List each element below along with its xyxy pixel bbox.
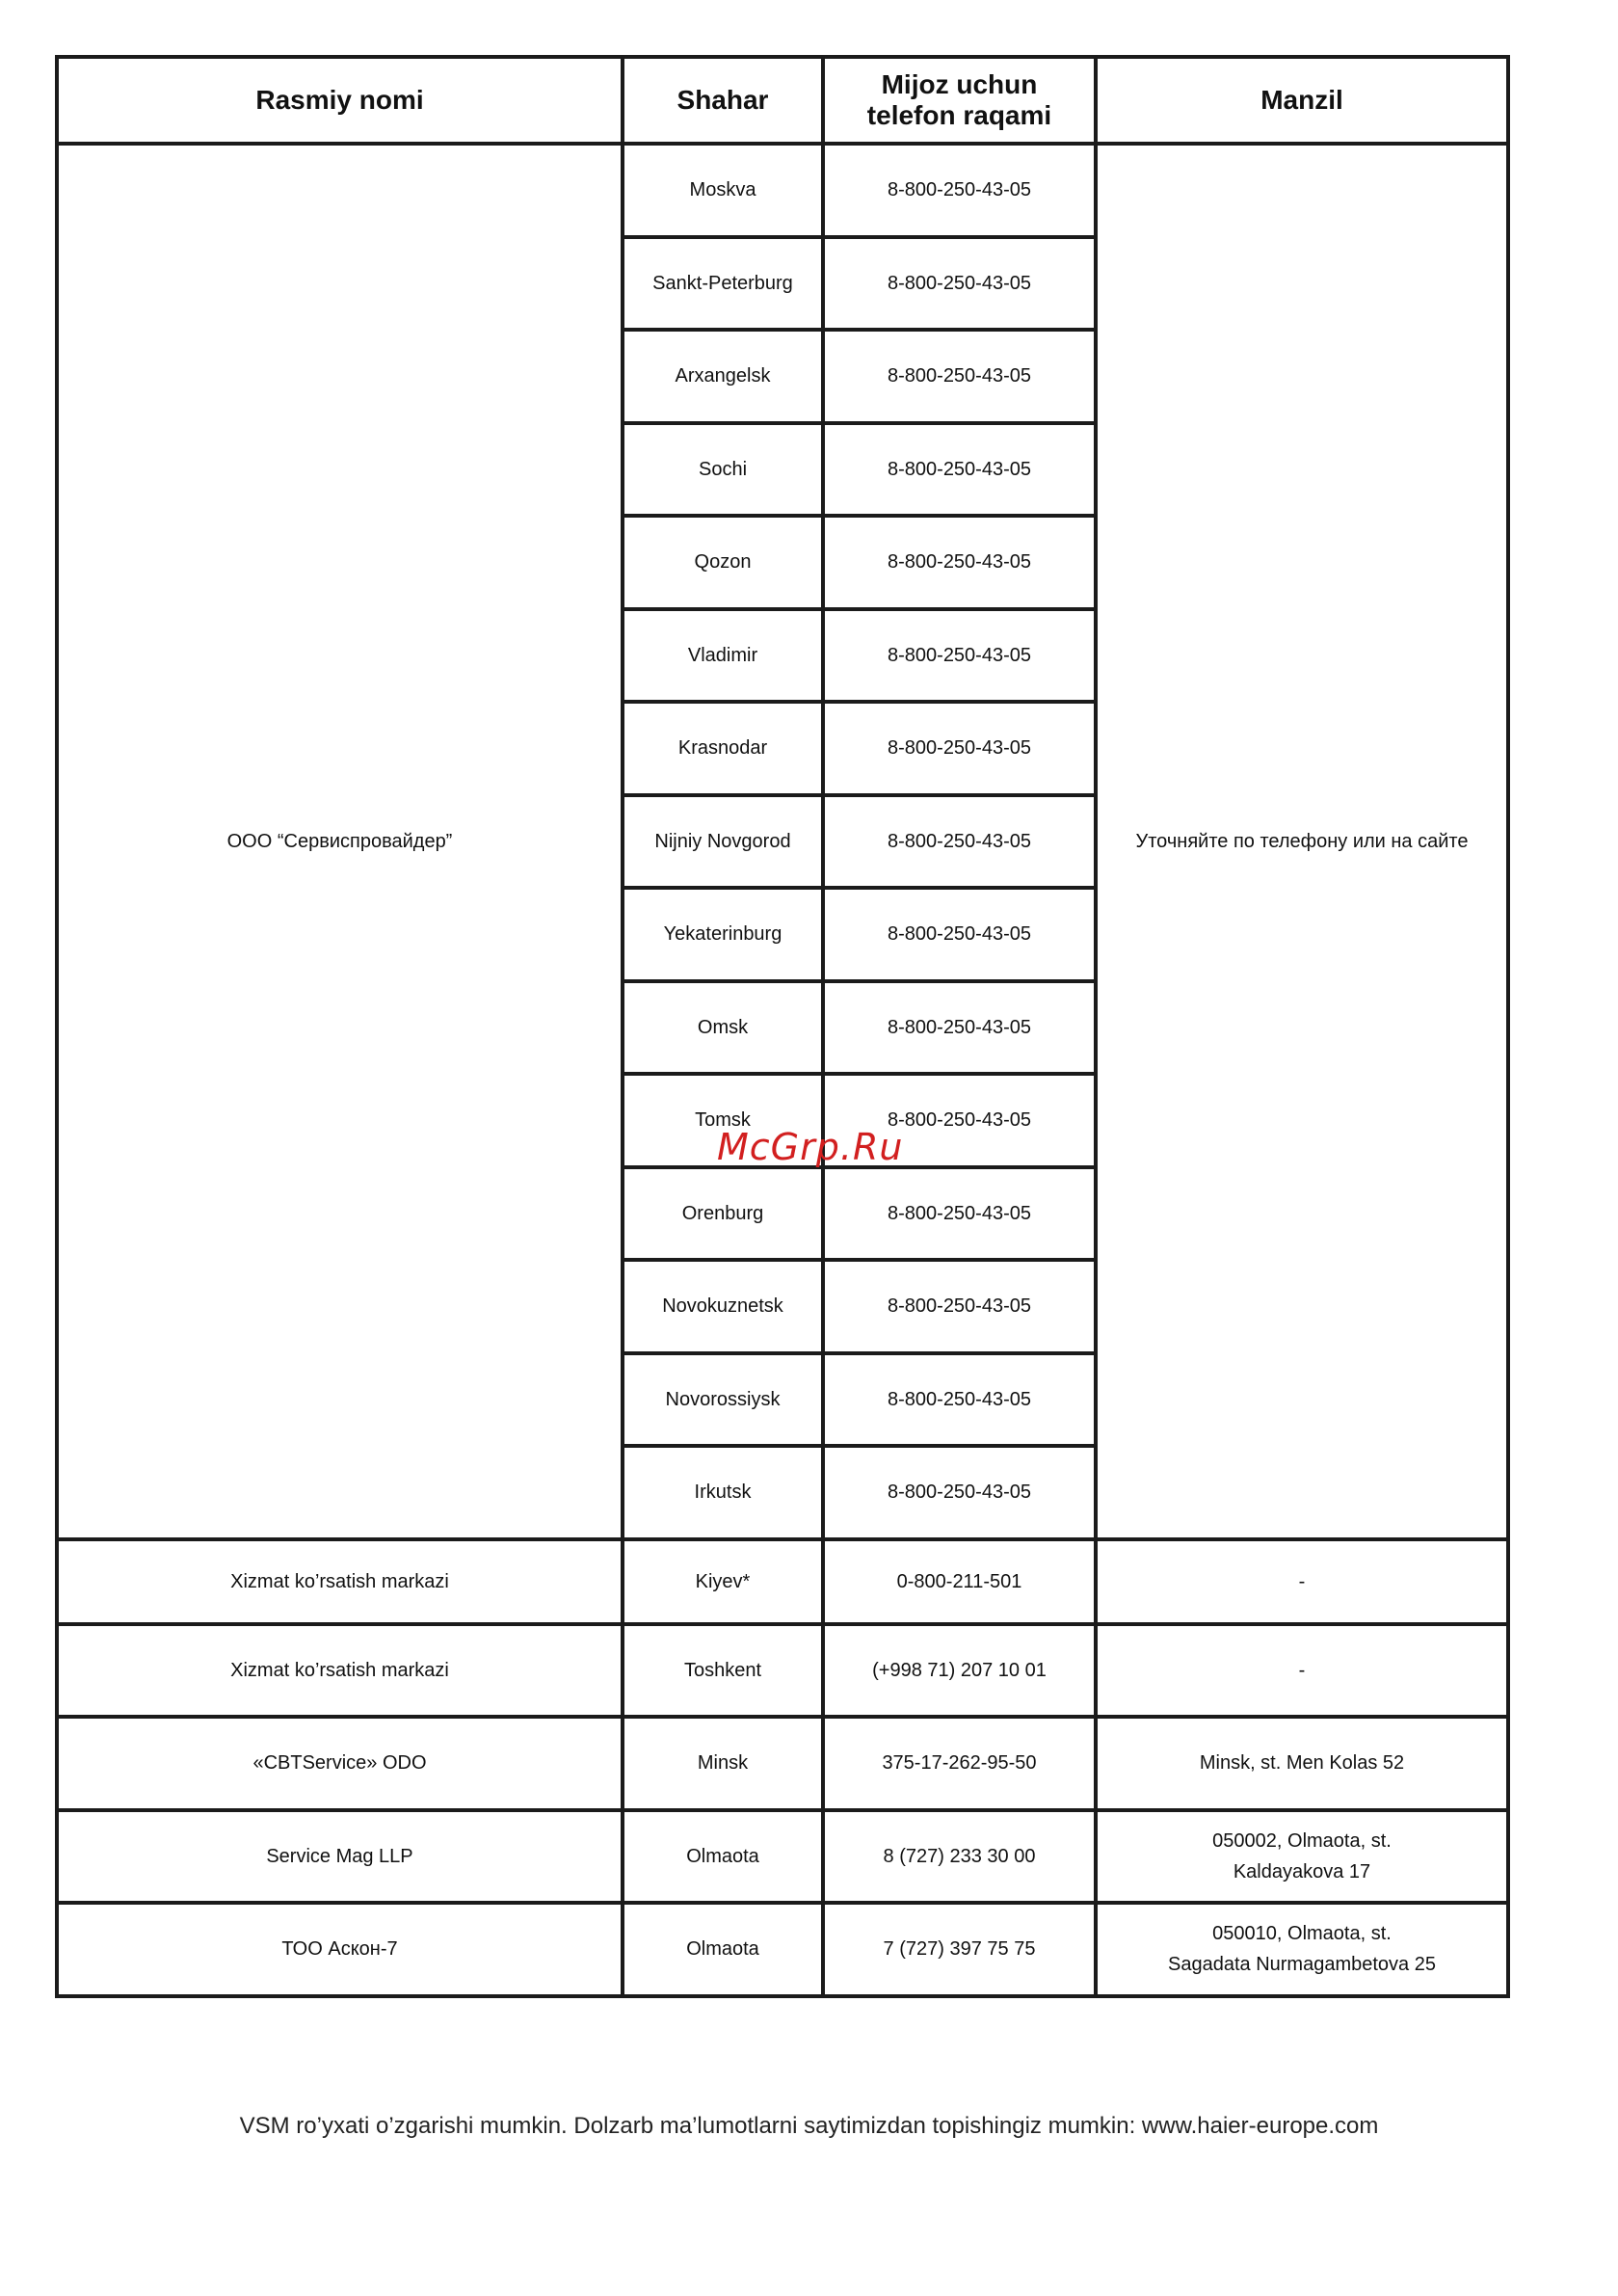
phone-cell: 375-17-262-95-50	[823, 1717, 1096, 1810]
official-name-cell: Xizmat ko’rsatish markazi	[57, 1539, 623, 1624]
address-line2: Sagadata Nurmagambetova 25	[1168, 1954, 1436, 1976]
table-header-row	[57, 57, 1508, 144]
address-cell: Minsk, st. Men Kolas 52	[1096, 1717, 1508, 1810]
city-cell: Krasnodar	[623, 702, 823, 795]
city-cell: Irkutsk	[623, 1446, 823, 1539]
city-cell: Arxangelsk	[623, 330, 823, 423]
address-cell: -	[1096, 1624, 1508, 1718]
phone-cell: 8-800-250-43-05	[823, 981, 1096, 1075]
watermark: McGrp.Ru	[717, 1126, 904, 1168]
table-row	[57, 1717, 1508, 1810]
phone-cell: 8-800-250-43-05	[823, 702, 1096, 795]
city-cell: Olmaota	[623, 1903, 823, 1996]
header-official-name: Rasmiy nomi	[57, 57, 623, 144]
group-address: Уточняйте по телефону или на сайте	[1096, 144, 1508, 1539]
city-cell: Moskva	[623, 144, 823, 237]
city-cell: Tomsk	[623, 1074, 823, 1167]
address-cell	[1096, 1903, 1508, 1996]
table-row	[57, 1903, 1508, 1996]
city-cell: Novokuznetsk	[623, 1260, 823, 1353]
city-cell: Yekaterinburg	[623, 888, 823, 981]
city-cell: Toshkent	[623, 1624, 823, 1718]
table-row	[57, 1624, 1508, 1718]
city-cell: Minsk	[623, 1717, 823, 1810]
header-phone-line1: Mijoz uchun	[881, 69, 1038, 99]
phone-cell: 8-800-250-43-05	[823, 1167, 1096, 1261]
city-cell: Olmaota	[623, 1810, 823, 1904]
phone-cell: 8-800-250-43-05	[823, 1446, 1096, 1539]
footer-note: VSM ro’yxati o’zgarishi mumkin. Dolzarb ma’lumotlarni saytimizdan topishingiz mumkin: www.haier-europe.com	[239, 2113, 1379, 2139]
address-cell: -	[1096, 1539, 1508, 1624]
city-cell: Vladimir	[623, 609, 823, 703]
city-cell: Orenburg	[623, 1167, 823, 1261]
header-address: Manzil	[1096, 57, 1508, 144]
city-cell: Qozon	[623, 516, 823, 609]
phone-cell: 8-800-250-43-05	[823, 330, 1096, 423]
address-line1: 050002, Olmaota, st.	[1212, 1829, 1392, 1852]
city-cell: Sochi	[623, 423, 823, 517]
city-cell: Omsk	[623, 981, 823, 1075]
phone-cell: 8 (727) 233 30 00	[823, 1810, 1096, 1904]
table-row	[57, 1539, 1508, 1624]
phone-cell: 0-800-211-501	[823, 1539, 1096, 1624]
phone-cell: 8-800-250-43-05	[823, 1074, 1096, 1167]
phone-cell: 8-800-250-43-05	[823, 237, 1096, 331]
city-cell: Kiyev*	[623, 1539, 823, 1624]
phone-cell: 7 (727) 397 75 75	[823, 1903, 1096, 1996]
city-cell: Sankt-Peterburg	[623, 237, 823, 331]
table-row	[57, 144, 1508, 237]
address-line2: Kaldayakova 17	[1233, 1860, 1371, 1882]
group-official-name: ООО “Сервиспровайдер”	[57, 144, 623, 1539]
phone-cell: (+998 71) 207 10 01	[823, 1624, 1096, 1718]
phone-cell: 8-800-250-43-05	[823, 609, 1096, 703]
city-cell: Novorossiysk	[623, 1353, 823, 1447]
header-customer-phone	[823, 57, 1096, 144]
phone-cell: 8-800-250-43-05	[823, 423, 1096, 517]
address-line1: 050010, Olmaota, st.	[1212, 1923, 1392, 1945]
service-centers-table	[55, 55, 1510, 1998]
phone-cell: 8-800-250-43-05	[823, 1353, 1096, 1447]
official-name-cell: «CBTService» ODO	[57, 1717, 623, 1810]
official-name-cell: Xizmat ko’rsatish markazi	[57, 1624, 623, 1718]
header-city: Shahar	[623, 57, 823, 144]
phone-cell: 8-800-250-43-05	[823, 795, 1096, 889]
phone-cell: 8-800-250-43-05	[823, 1260, 1096, 1353]
table-body	[57, 144, 1508, 1996]
phone-cell: 8-800-250-43-05	[823, 144, 1096, 237]
address-cell	[1096, 1810, 1508, 1904]
phone-cell: 8-800-250-43-05	[823, 516, 1096, 609]
header-phone-line2: telefon raqami	[866, 100, 1052, 130]
phone-cell: 8-800-250-43-05	[823, 888, 1096, 981]
city-cell: Nijniy Novgorod	[623, 795, 823, 889]
official-name-cell: Service Mag LLP	[57, 1810, 623, 1904]
table-row	[57, 1810, 1508, 1904]
official-name-cell: ТОО Аскон-7	[57, 1903, 623, 1996]
